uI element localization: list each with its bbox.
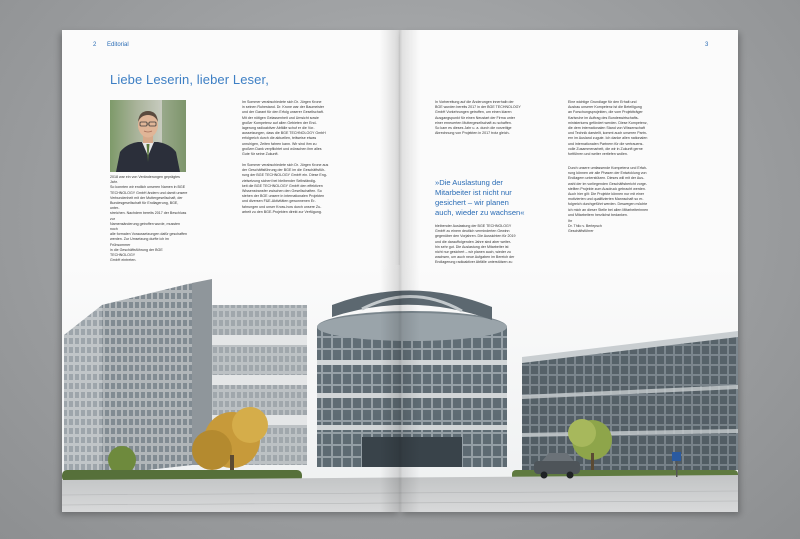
right-column-2-text-a: Eine wichtige Grundlage für den Erhalt und Ausbau unserer Kompetenz ist die Beteiligung an Forschungsprojekten, die vom Projektträger Karlsruhe im Auftrag des Bundeswirtschafts- ministeriums gefördert werden. Diese Kompetenz, die dem internationalen Stand von Wissenschaft und Technik darstellt, kommt auch unseren Partn- ern im Ausland zugute. Ich danke allen nationalen und internationalen Partnern für die vertrauens- volle Zusammenarbeit, die wir in Zukunft gerne fortführen und weiter vertiefen wollen. — [568, 100, 648, 157]
page-number-right: 3 — [705, 42, 709, 48]
section-label: Editorial — [107, 42, 129, 48]
pull-quote: »Die Auslastung der Mitarbeiter ist nicht nur gesichert – wir planen auch, wieder zu wachsen« — [435, 178, 525, 217]
right-column-2-text-b: Durch unsere umfassende Kompetenz und Erfah- rung können wir alle Phasen der Entwicklung von Endlagern unterstützen. Dieses will mit der Aus- wahl der im vorliegenden Geschäftsbericht vorge- stellten Projekte zum Ausdruck gebracht werden. Auch hier gilt: Die Projekte können nur mit einer motivierten und qualifizierten Mannschaft so er- folgreich durchgeführt werden. Deswegen möchte ich mich an dieser Stelle bei allen Mitarbeiterinnen und Mitarbeitern herzlichst bedanken. — [568, 166, 649, 217]
signature-name: Dr. Thilo v. Berlepsch — [568, 224, 602, 228]
headquarters-photo — [62, 265, 738, 512]
magazine-spread — [62, 30, 738, 512]
left-column-1-text: 2018 war ein von Veränderungen geprägtes Jahr. So konnten wir endlich unseren Namen in BGE TECHNOLOGY GmbH ändern und damit unsere Verbundenheit mit der Muttergesellschaft, der Bundesgesellschaft für Endlagerung, BGE, unter- streichen. Nachdem bereits 2017 der Beschluss zur Namensänderung getroffen wurde, mussten noch alle formalen Voraussetzungen dafür geschaffen werden. Zur Umsetzung durfte ich im Frühsommer in die Geschäftsführung der BGE TECHNOLOGY GmbH eintreten. — [110, 175, 188, 263]
signature-title: Geschäftsführer — [568, 229, 594, 233]
right-column-1-text-b: bleibender Auslastung der BGE TECHNOLOGY GmbH zu einem deutlich verminderten Gewinn gegenüber den Vorjahren. Die Aussichten für 2019 und die darauffolgenden Jahre sind aber weiter- hin sehr gut. Die Auslastung der Mitarbeiter ist nicht nur gesichert – wir planen auch, wieder zu wachsen, um auch neue Aufgaben im Bereich der Endlagerung radioaktiver Abfälle unterstützen zu — [435, 224, 516, 265]
building-illustration — [62, 265, 738, 512]
portrait-illustration — [110, 100, 186, 172]
editorial-headline: Liebe Leserin, lieber Leser, — [110, 72, 269, 87]
page-number-left: 2 — [93, 42, 97, 48]
left-column-2-text-b: Im Sommer verabschiedete sich Dr. Jürgen Krone aus der Geschäftsführung der BGE im die Geschäftsfüh- rung der BGE TECHNOLOGY GmbH ein. Diese Eng- zielsetzung sichert bei bleibender Selbständig- keit die BGE TECHNOLOGY GmbH den effektiven Wissenstransfer zwischen den Gesellschaften. So stehen der BGE unsere in internationalen Projekten und diversen F&E-Aktivitäten gewonnenen Er- fahrungen und unser Know-how durch unsere Zu- arbeit zu den BGE-Projekten direkt zur Verfügung. — [242, 163, 329, 214]
right-column-1-text-a: In Vorbereitung auf die Änderungen innerhalb der BGE wurden bereits 2017 in der BGE TECHNOLOGY GmbH Vorkehrungen getroffen, um einen klaren Ausgangspunkt für einen Neustart der Firma unter einer erneuerten Muttergesellschaft zu schaffen. So kam es dieses Jahr u. a. durch die vorzeitige Abrechnung von Projekten in 2017 trotz gleich- — [435, 100, 521, 136]
left-column-2-text-a: Im Sommer verabschiedete sich Dr. Jürgen Krone in seinen Ruhestand. Dr. Krone war der Baumeister und der Garant für den Erfolg unserer Gesellschaft. Mit der nötigen Gelassenheit und Umsicht sowie großer Kompetenz auf allen Gebieten der End- lagerung radioaktiver Abfälle schuf er die Vor- aussetzungen, dass die BGE TECHNOLOGY GmbH erfolgreich durch die aktuellen, teilweise etwas unruhigen, Zeiten fahren kann. Wir sind ihm zu großem Dank verpflichtet und wünschen ihm alles Gute für seine Zukunft. — [242, 100, 326, 157]
signature-greeting: Ihr — [568, 219, 573, 223]
author-portrait — [110, 100, 186, 172]
